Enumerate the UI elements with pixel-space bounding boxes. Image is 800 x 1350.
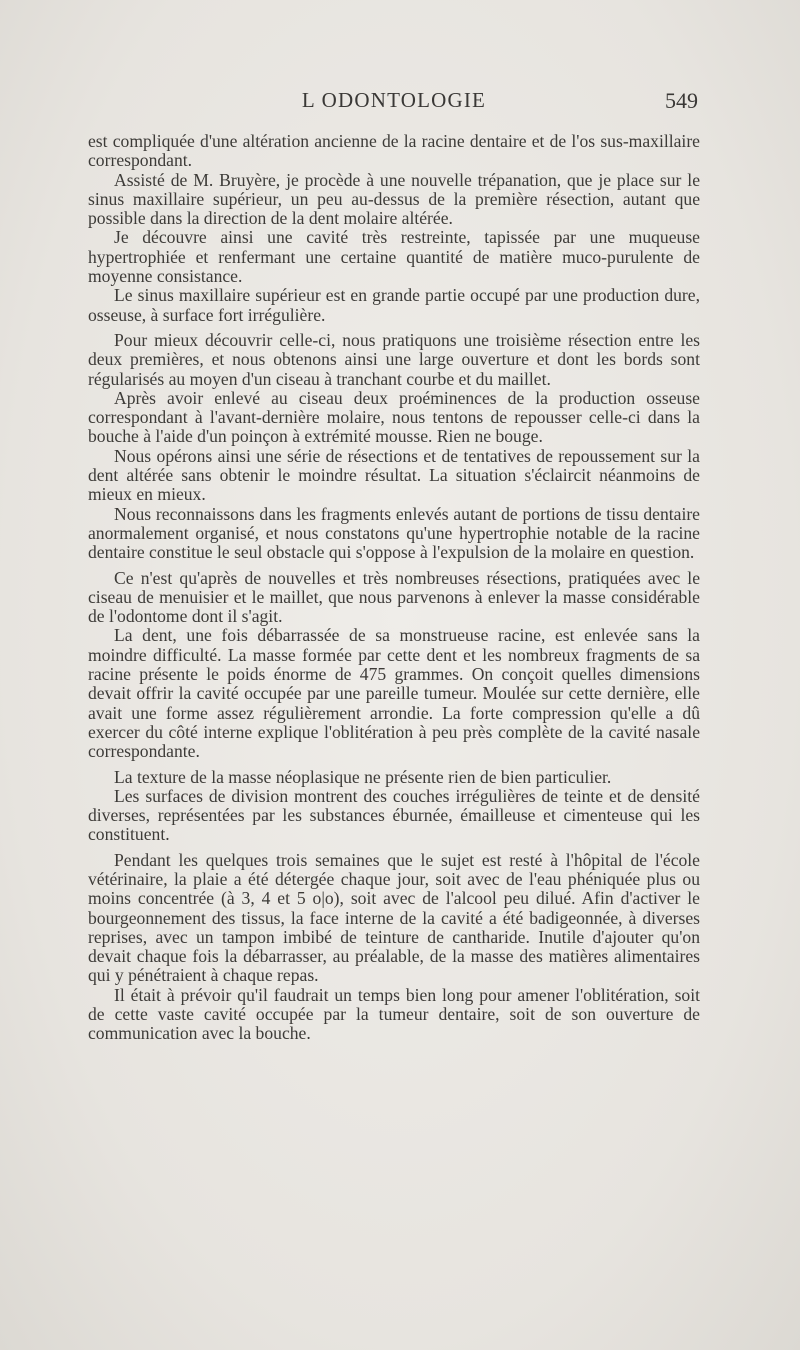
running-header xyxy=(88,88,700,118)
paragraph: est compliquée d'une altération ancienne de la racine dentaire et de l'os sus-maxillaire correspondant. xyxy=(88,131,700,171)
paragraph: Ce n'est qu'après de nouvelles et très nombreuses résections, pratiquées avec le ciseau de menuisier et le maillet, que nous parvenons à enlever la masse considérable de l'odontome dont il s'agit. xyxy=(88,567,700,627)
page-number: 549 xyxy=(665,88,698,113)
running-title: L ODONTOLOGIE xyxy=(301,88,487,112)
paragraph: La dent, une fois débarrassée de sa monstrueuse racine, est enlevée sans la moindre difficulté. La masse formée par cette dent et les nombreux fragments de sa racine présente le poids énorme de 475 grammes. On conçoit quelles dimensions devait offrir la cavité occupée par une pareille tumeur. Moulée sur cette dernière, elle avait une forme assez régulièrement arrondie. La forte compression qu'elle a dû exercer du côté interne explique l'oblitération à peu près complète de la cavité nasale correspondante. xyxy=(88,625,700,762)
paragraph: La texture de la masse néoplasique ne présente rien de bien particulier. xyxy=(114,766,612,787)
paragraph: Pendant les quelques trois semaines que le sujet est resté à l'hôpital de l'école vétérinaire, la plaie a été détergée chaque jour, soit avec de l'eau phéniquée plus ou moins concentrée (à 3, 4 et 5 o|o), soit avec de l'alcool peu dilué. Afin d'activer le bourgeonnement des tissus, la face interne de la cavité a été badigeonnée, à diverses reprises, avec un tampon imbibé de teinture de cantharide. Inutile d'ajouter qu'on devait chaque fois la débarrasser, au préalable, de la masse des matières alimentaires qui y pénétraient à chaque repas. xyxy=(88,849,700,986)
paragraph: Nous reconnaissons dans les fragments enlevés autant de portions de tissu dentaire anormalement organisé, et nous constatons qu'une hypertrophie notable de la racine dentaire constitue le seul obstacle qui s'oppose à l'expulsion de la molaire en question. xyxy=(88,503,700,563)
paragraph: Après avoir enlevé au ciseau deux proéminences de la production osseuse correspondant à l'avant-dernière molaire, nous tentons de repousser celle-ci dans la bouche à l'aide d'un poinçon à extrémité mousse. Rien ne bouge. xyxy=(88,387,700,447)
paragraph: Les surfaces de division montrent des couches irrégulières de teinte et de densité diverses, représentées par les substances éburnée, émailleuse et cimenteuse qui les constituent. xyxy=(88,785,700,845)
paragraph: Le sinus maxillaire supérieur est en grande partie occupé par une production dure, osseuse, à surface fort irrégulière. xyxy=(88,285,700,325)
paragraph: Nous opérons ainsi une série de résections et de tentatives de repoussement sur la dent altérée sans obtenir le moindre résultat. La situation s'éclaircit néanmoins de mieux en mieux. xyxy=(88,445,700,505)
paragraph: Assisté de M. Bruyère, je procède à une nouvelle trépanation, que je place sur le sinus maxillaire supérieur, un peu au-dessus de la première résection, autant que possible dans la direction de la dent molaire altérée. xyxy=(88,169,700,229)
body-text xyxy=(88,132,700,1044)
paragraph: Pour mieux découvrir celle-ci, nous pratiquons une troisième résection entre les deux premières, et nous obtenons ainsi une large ouverture et dont les bords sont régularisés au moyen d'un ciseau à tranchant courbe et du maillet. xyxy=(88,329,700,389)
paragraph: Je découvre ainsi une cavité très restreinte, tapissée par une muqueuse hypertrophiée et renfermant une certaine quantité de matière muco-purulente de moyenne consistance. xyxy=(88,227,700,287)
paragraph: Il était à prévoir qu'il faudrait un temps bien long pour amener l'oblitération, soit de cette vaste cavité occupée par la tumeur dentaire, soit de son ouverture de communication avec la bouche. xyxy=(88,984,700,1044)
